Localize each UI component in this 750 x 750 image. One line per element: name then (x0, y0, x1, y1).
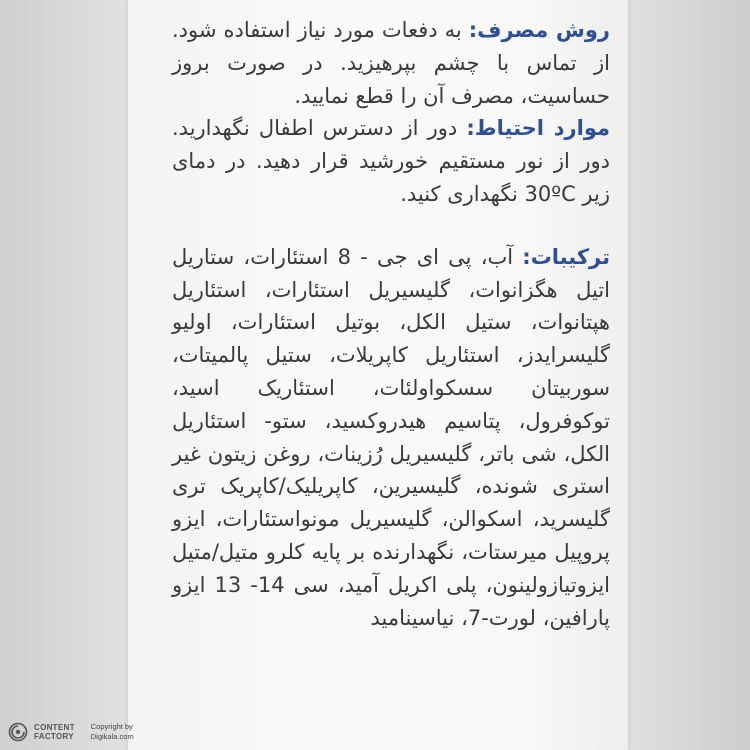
watermark-credit (91, 722, 134, 742)
ingredients-section (172, 241, 610, 635)
usage-heading: روش مصرف: (468, 18, 610, 42)
ingredients-heading: ترکیبات: (522, 244, 610, 269)
content-factory-logo-icon (8, 722, 28, 742)
usage-section (172, 14, 610, 112)
watermark-credit-line1: Copyright by (90, 722, 133, 731)
watermark-credit-line2: Digikala.com (90, 732, 134, 741)
watermark-brand-line2: FACTORY (34, 732, 74, 741)
ingredients-body: آب، پی ای جی - 8 استئارات، ستاریل اتیل هگزانوات، گلیسیریل استئارات، استئاریل هپتانوات، ستیل الکل، بوتیل استئارات، اولیو گلیسرایدز، استئاریل کاپریلات، ستیل پالمیتات، سوربیتان سسکواولئات، استئاریک اسید، توکوفرول، پتاسیم هیدروکسید، ستو- استئاریل الکل، شی باتر، گلیسیریل رُزینات، روغن زیتون غیر استری شونده، گلیسیرین، کاپریلیک/کاپریک تری گلیسرید، اسکوالن، گلیسیریل مونواستئارات، ایزو پروپیل میرستات، نگهدارنده بر پایه کلرو متیل/متیل ایزوتیازولینون، پلی اکریل آمید، سی 14- 13 ایزو پارافین، لورت-7، نیاسینامید (172, 244, 610, 630)
label-text (172, 14, 610, 634)
watermark (8, 722, 134, 742)
caution-body: دور از دسترس اطفال نگهدارید. دور از نور مستقیم خورشید قرار دهید. در دمای زیر 30ºC نگهداری کنید. (172, 116, 610, 206)
caution-section (172, 112, 610, 210)
watermark-brand-line1: CONTENT (34, 723, 75, 732)
usage-body: به دفعات مورد نیاز استفاده شود. از تماس با چشم بپرهیزید. در صورت بروز حساسیت، مصرف آن را قطع نمایید. (172, 18, 610, 108)
caution-heading: موارد احتیاط: (466, 116, 611, 141)
watermark-brand (34, 723, 75, 741)
